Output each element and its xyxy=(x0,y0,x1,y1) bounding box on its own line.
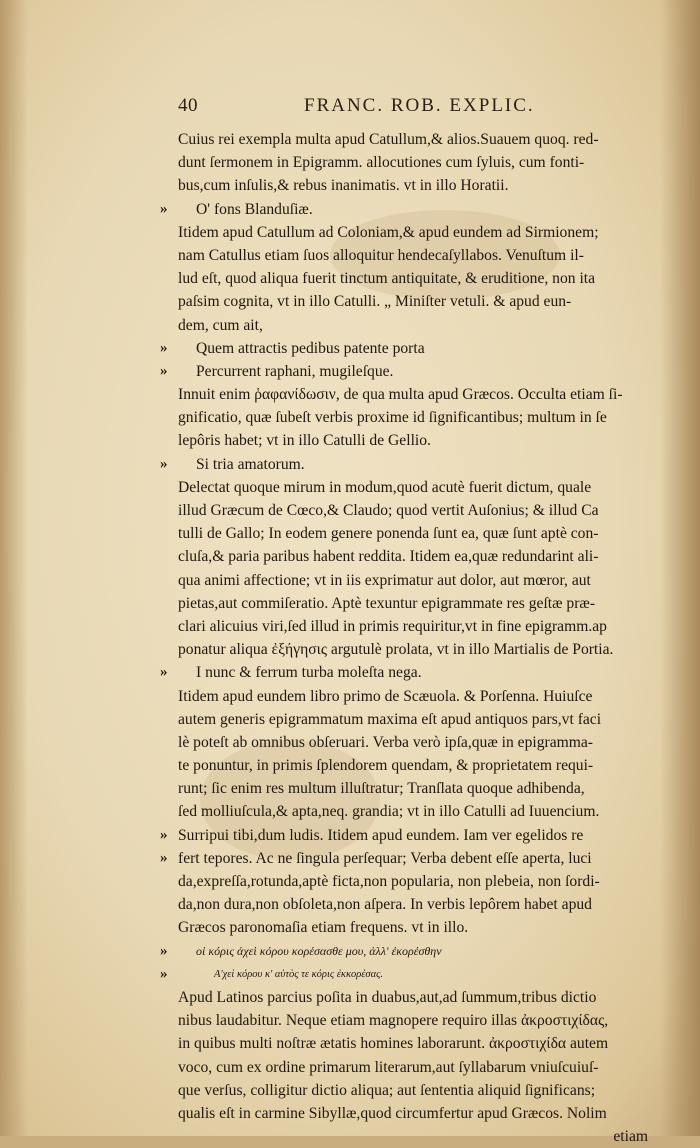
text-line xyxy=(178,638,648,661)
quotation-mark: » xyxy=(160,942,168,959)
line-text: bus,cum inſulis,& rebus inanimatis. vt in illo Horatii. xyxy=(178,177,509,195)
line-text: qua animi affectione; vt in iis exprimatur aut dolor, aut mœror, aut xyxy=(178,571,591,589)
text-line xyxy=(178,777,648,800)
line-text: Surripui tibi,dum ludis. Itidem apud eundem. Iam ver egelidos re xyxy=(178,826,584,844)
page-gutter-shadow xyxy=(0,0,28,1136)
text-line xyxy=(178,1009,648,1032)
text-line xyxy=(178,545,648,568)
body-text xyxy=(160,128,648,1148)
line-text: qualis eſt in carmine Sibyllæ,quod circumfertur apud Græcos. Nolim xyxy=(178,1104,607,1122)
text-line xyxy=(160,661,648,684)
line-text: dunt ſermonem in Epigramm. allocutiones cum ſyluis, cum fonti- xyxy=(178,154,585,172)
line-text: nibus laudabitur. Neque etiam magnopere requiro illas ἀκροστιχίδας, xyxy=(178,1012,609,1030)
line-text: Delectat quoque mirum in modum,quod acutè fuerit dictum, quale xyxy=(178,478,592,496)
line-text: da,non dura,non obſoleta,non aſpera. In verbis lepôrem habet apud xyxy=(178,896,592,914)
text-line xyxy=(178,499,648,522)
text-line xyxy=(178,383,648,406)
quotation-mark: » xyxy=(160,339,168,356)
text-line xyxy=(178,151,648,174)
text-line xyxy=(178,916,648,939)
line-text: ſed molliuſcula,& apta,neq. grandia; vt in illo Catulli ad Iuuencium. xyxy=(178,803,600,821)
line-text: da,expreſſa,rotunda,aptè ficta,non popularia, non plebeia, non ſordi- xyxy=(178,873,600,890)
text-line xyxy=(178,314,648,337)
line-text: Innuit enim ῥαφανίδωσιν, de qua multa apud Græcos. Occulta etiam ſi- xyxy=(178,386,623,404)
text-line xyxy=(160,198,648,221)
text-line xyxy=(178,986,648,1009)
line-text: nam Catullus etiam ſuos alloquitur hendecaſyllabos. Venuſtum il- xyxy=(178,246,584,264)
quotation-mark: » xyxy=(160,362,168,379)
text-line xyxy=(178,893,648,916)
text-line xyxy=(178,731,648,754)
text-line xyxy=(178,290,648,313)
line-text: lepôris habet; vt in illo Catulli de Gellio. xyxy=(178,432,431,450)
quotation-mark: » xyxy=(160,455,168,472)
running-title: FRANC. ROB. EXPLIC. xyxy=(304,95,535,116)
line-text: voco, cum ex ordine primarum literarum,aut ſyllabarum vniuſcuiuſ- xyxy=(178,1058,599,1076)
text-line xyxy=(178,1032,648,1055)
line-text: Si tria amatorum. xyxy=(196,455,305,473)
line-text: Α'χεὶ κόρου κ' αὐτὸς τε κόρις ἐκκορέσας. xyxy=(214,968,383,980)
line-text: in quibus multi noſtræ ætatis homines laborarunt. ἀκροστιχίδα autem xyxy=(178,1035,609,1053)
text-line xyxy=(160,453,648,476)
quotation-mark: » xyxy=(160,200,168,217)
text-line xyxy=(178,870,648,893)
text-line xyxy=(178,476,648,499)
line-text: fert tepores. Ac ne ſingula perſequar; Verba debent eſſe aperta, luci xyxy=(178,849,592,867)
text-line xyxy=(178,244,648,267)
line-text: pietas,aut commiſeratio. Aptè texuntur epigrammate res geſtæ præ- xyxy=(178,594,596,612)
line-text: runt; ſic enim res multum illuſtratur; Tranſlata quoque adhibenda, xyxy=(178,780,585,798)
text-line xyxy=(178,221,648,244)
quotation-mark: » xyxy=(160,826,168,843)
line-text: illud Græcum de Cœco,& Claudo; quod vertit Auſonius; & illud Ca xyxy=(178,502,599,519)
text-line xyxy=(178,708,648,731)
text-line xyxy=(178,128,648,151)
line-text: Quem attractis pedibus patente porta xyxy=(196,339,425,357)
text-line xyxy=(178,406,648,429)
text-line xyxy=(178,522,648,545)
text-line xyxy=(178,569,648,592)
catchword-line xyxy=(178,1125,648,1148)
text-line xyxy=(178,267,648,290)
page-edge-shadow xyxy=(660,0,700,1136)
line-text: Cuius rei exempla multa apud Catullum,& alios.Suauem quoq. red- xyxy=(178,131,599,148)
line-text: Græcos paronomaſia etiam frequens. vt in illo. xyxy=(178,919,469,937)
line-text: Itidem apud Catullum ad Coloniam,& apud eundem ad Sirmionem; xyxy=(178,223,599,241)
line-text: lud eſt, quod aliqua fuerit tinctum antiquitate, & eruditione, non ita xyxy=(178,270,596,288)
text-line xyxy=(178,592,648,615)
text-line xyxy=(178,1079,648,1102)
line-text: paſsim cognita, vt in illo Catulli. „ Miniſter vetuli. & apud eun- xyxy=(178,293,572,311)
line-text: gnificatio, quæ ſubeſt verbis proxime id ſignificantibus; multum in ſe xyxy=(178,409,607,427)
text-line xyxy=(178,429,648,452)
text-line xyxy=(178,800,648,823)
line-text: Itidem apud eundem libro primo de Scæuola. & Porſenna. Huiuſce xyxy=(178,687,593,705)
line-text: Apud Latinos parcius poſita in duabus,aut,ad ſummum,tribus dictio xyxy=(178,988,597,1006)
line-text: clari alicuius viri,ſed illud in primis requiritur,vt in fine epigramm.ap xyxy=(178,617,607,635)
line-text: dem, cum ait, xyxy=(178,316,263,334)
text-line xyxy=(178,685,648,708)
text-line xyxy=(160,963,648,986)
line-text: ponatur aliqua ἐξήγησις argutulè prolata, vt in illo Martialis de Portia. xyxy=(178,641,614,659)
line-text: Percurrent raphani, mugileſque. xyxy=(196,362,394,380)
quotation-mark: » xyxy=(160,849,168,866)
text-line xyxy=(160,824,648,847)
quotation-mark: » xyxy=(160,664,168,681)
line-text: autem generis epigrammatum maxima eſt apud antiquos pars,vt faci xyxy=(178,710,602,728)
text-line xyxy=(160,940,648,963)
line-text: οἱ κόρις ἀχεὶ κόρου κορέσασθε μου, ἀλλ' ἐκορέσθην xyxy=(196,943,442,958)
line-text: que verſus, colligitur dictio aliqua; aut ſententia aliquid ſignificans; xyxy=(178,1081,596,1099)
text-line xyxy=(178,1102,648,1125)
quotation-mark: » xyxy=(160,965,168,982)
catchword: etiam xyxy=(613,1128,648,1146)
text-line xyxy=(160,337,648,360)
line-text: tulli de Gallo; In eodem genere ponenda ſunt ea, quæ ſunt aptè con- xyxy=(178,525,599,543)
text-line xyxy=(178,754,648,777)
line-text: O' fons Blanduſiæ. xyxy=(196,200,313,218)
page-number: 40 xyxy=(178,95,198,116)
text-line xyxy=(178,1056,648,1079)
text-line xyxy=(178,174,648,197)
text-line xyxy=(160,360,648,383)
text-line xyxy=(178,615,648,638)
text-line xyxy=(160,847,648,870)
line-text: lè poteſt ab omnibus obſeruari. Verba verò ipſa,quæ in epigramma- xyxy=(178,733,594,751)
line-text: te ponuntur, in primis ſplendorem quendam, & proprietatem requi- xyxy=(178,757,594,775)
line-text: cluſa,& paria paribus habent reddita. Itidem ea,quæ redundarint ali- xyxy=(178,548,599,566)
line-text: I nunc & ferrum turba moleſta nega. xyxy=(196,664,422,682)
page-header xyxy=(178,95,648,125)
